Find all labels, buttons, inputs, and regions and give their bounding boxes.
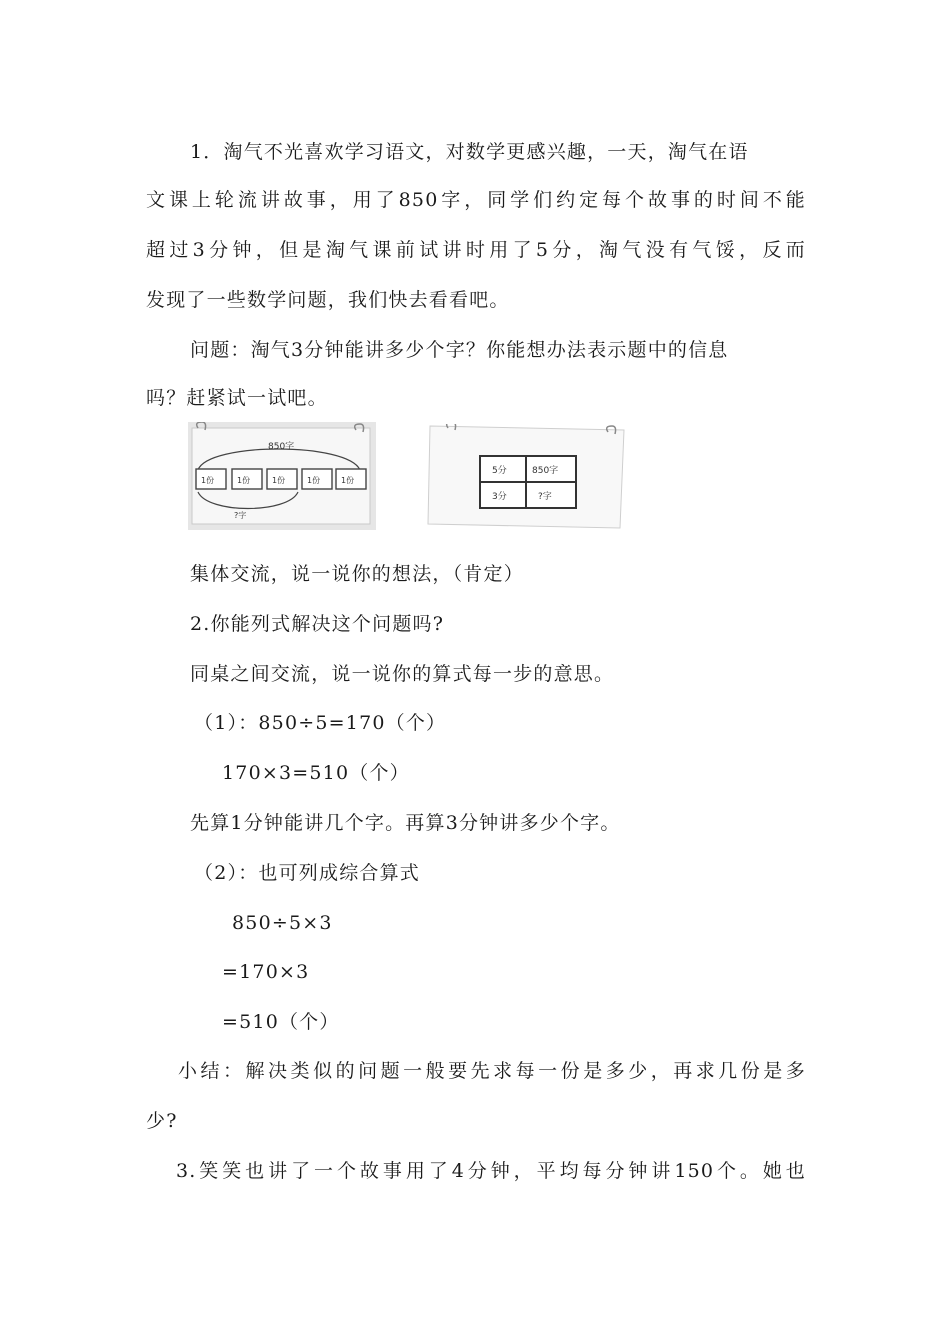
question-line-2: 吗？赶紧试一试吧。 [146, 387, 328, 409]
table-cell: 5分 [492, 466, 507, 476]
method-2-step-1: =170×3 [222, 961, 310, 983]
problem-2-line: 2.你能列式解决这个问题吗? [190, 613, 445, 635]
segment-box-label: 1份 [272, 476, 286, 485]
method-1-step-1: （1）：850÷5=170（个） [194, 712, 447, 734]
segment-box-label: 1份 [237, 476, 251, 485]
segment-diagram-svg [188, 422, 376, 530]
table-cell: 3分 [492, 492, 507, 502]
method-1-explanation: 先算1分钟能讲几个字。再算3分钟讲多少个字。 [190, 812, 621, 834]
problem-3-line-1: 3.笑笑也讲了一个故事用了4分钟，平均每分钟讲150个。她也 [176, 1160, 806, 1182]
table-cell: 850字 [532, 466, 559, 476]
method-2-heading: （2）：也可列成综合算式 [194, 862, 420, 884]
method-1-step-2: 170×3=510（个） [222, 762, 410, 784]
diagram-bottom-label: ?字 [234, 511, 247, 520]
discussion-line: 集体交流，说一说你的想法，（肯定） [190, 563, 524, 585]
diagram-top-label: 850字 [268, 442, 295, 452]
summary-line-1: 小结：解决类似的问题一般要先求每一份是多少，再求几份是多 [178, 1060, 806, 1082]
table-cell: ?字 [538, 492, 552, 502]
segment-diagram-figure [188, 422, 376, 530]
problem-1-line-2: 文课上轮流讲故事，用了850字，同学们约定每个故事的时间不能 [146, 189, 806, 211]
table-diagram-svg [424, 424, 626, 530]
method-2-step-2: =510（个） [222, 1011, 340, 1033]
summary-line-2: 少? [146, 1110, 178, 1132]
table-diagram-figure [424, 424, 626, 530]
segment-box-label: 1份 [341, 476, 355, 485]
segment-box-label: 1份 [201, 476, 215, 485]
desk-mate-line: 同桌之间交流，说一说你的算式每一步的意思。 [190, 663, 615, 685]
question-line-1: 问题：淘气3分钟能讲多少个字？你能想办法表示题中的信息 [190, 339, 729, 361]
problem-1-line-3: 超过3分钟，但是淘气课前试讲时用了5分，淘气没有气馁，反而 [146, 239, 806, 261]
problem-1-line-4: 发现了一些数学问题，我们快去看看吧。 [146, 289, 510, 311]
segment-boxes [196, 469, 366, 489]
problem-1-line-1: 1．淘气不光喜欢学习语文，对数学更感兴趣，一天，淘气在语 [190, 141, 749, 163]
segment-box-label: 1份 [307, 476, 321, 485]
method-2-expression: 850÷5×3 [232, 912, 333, 934]
